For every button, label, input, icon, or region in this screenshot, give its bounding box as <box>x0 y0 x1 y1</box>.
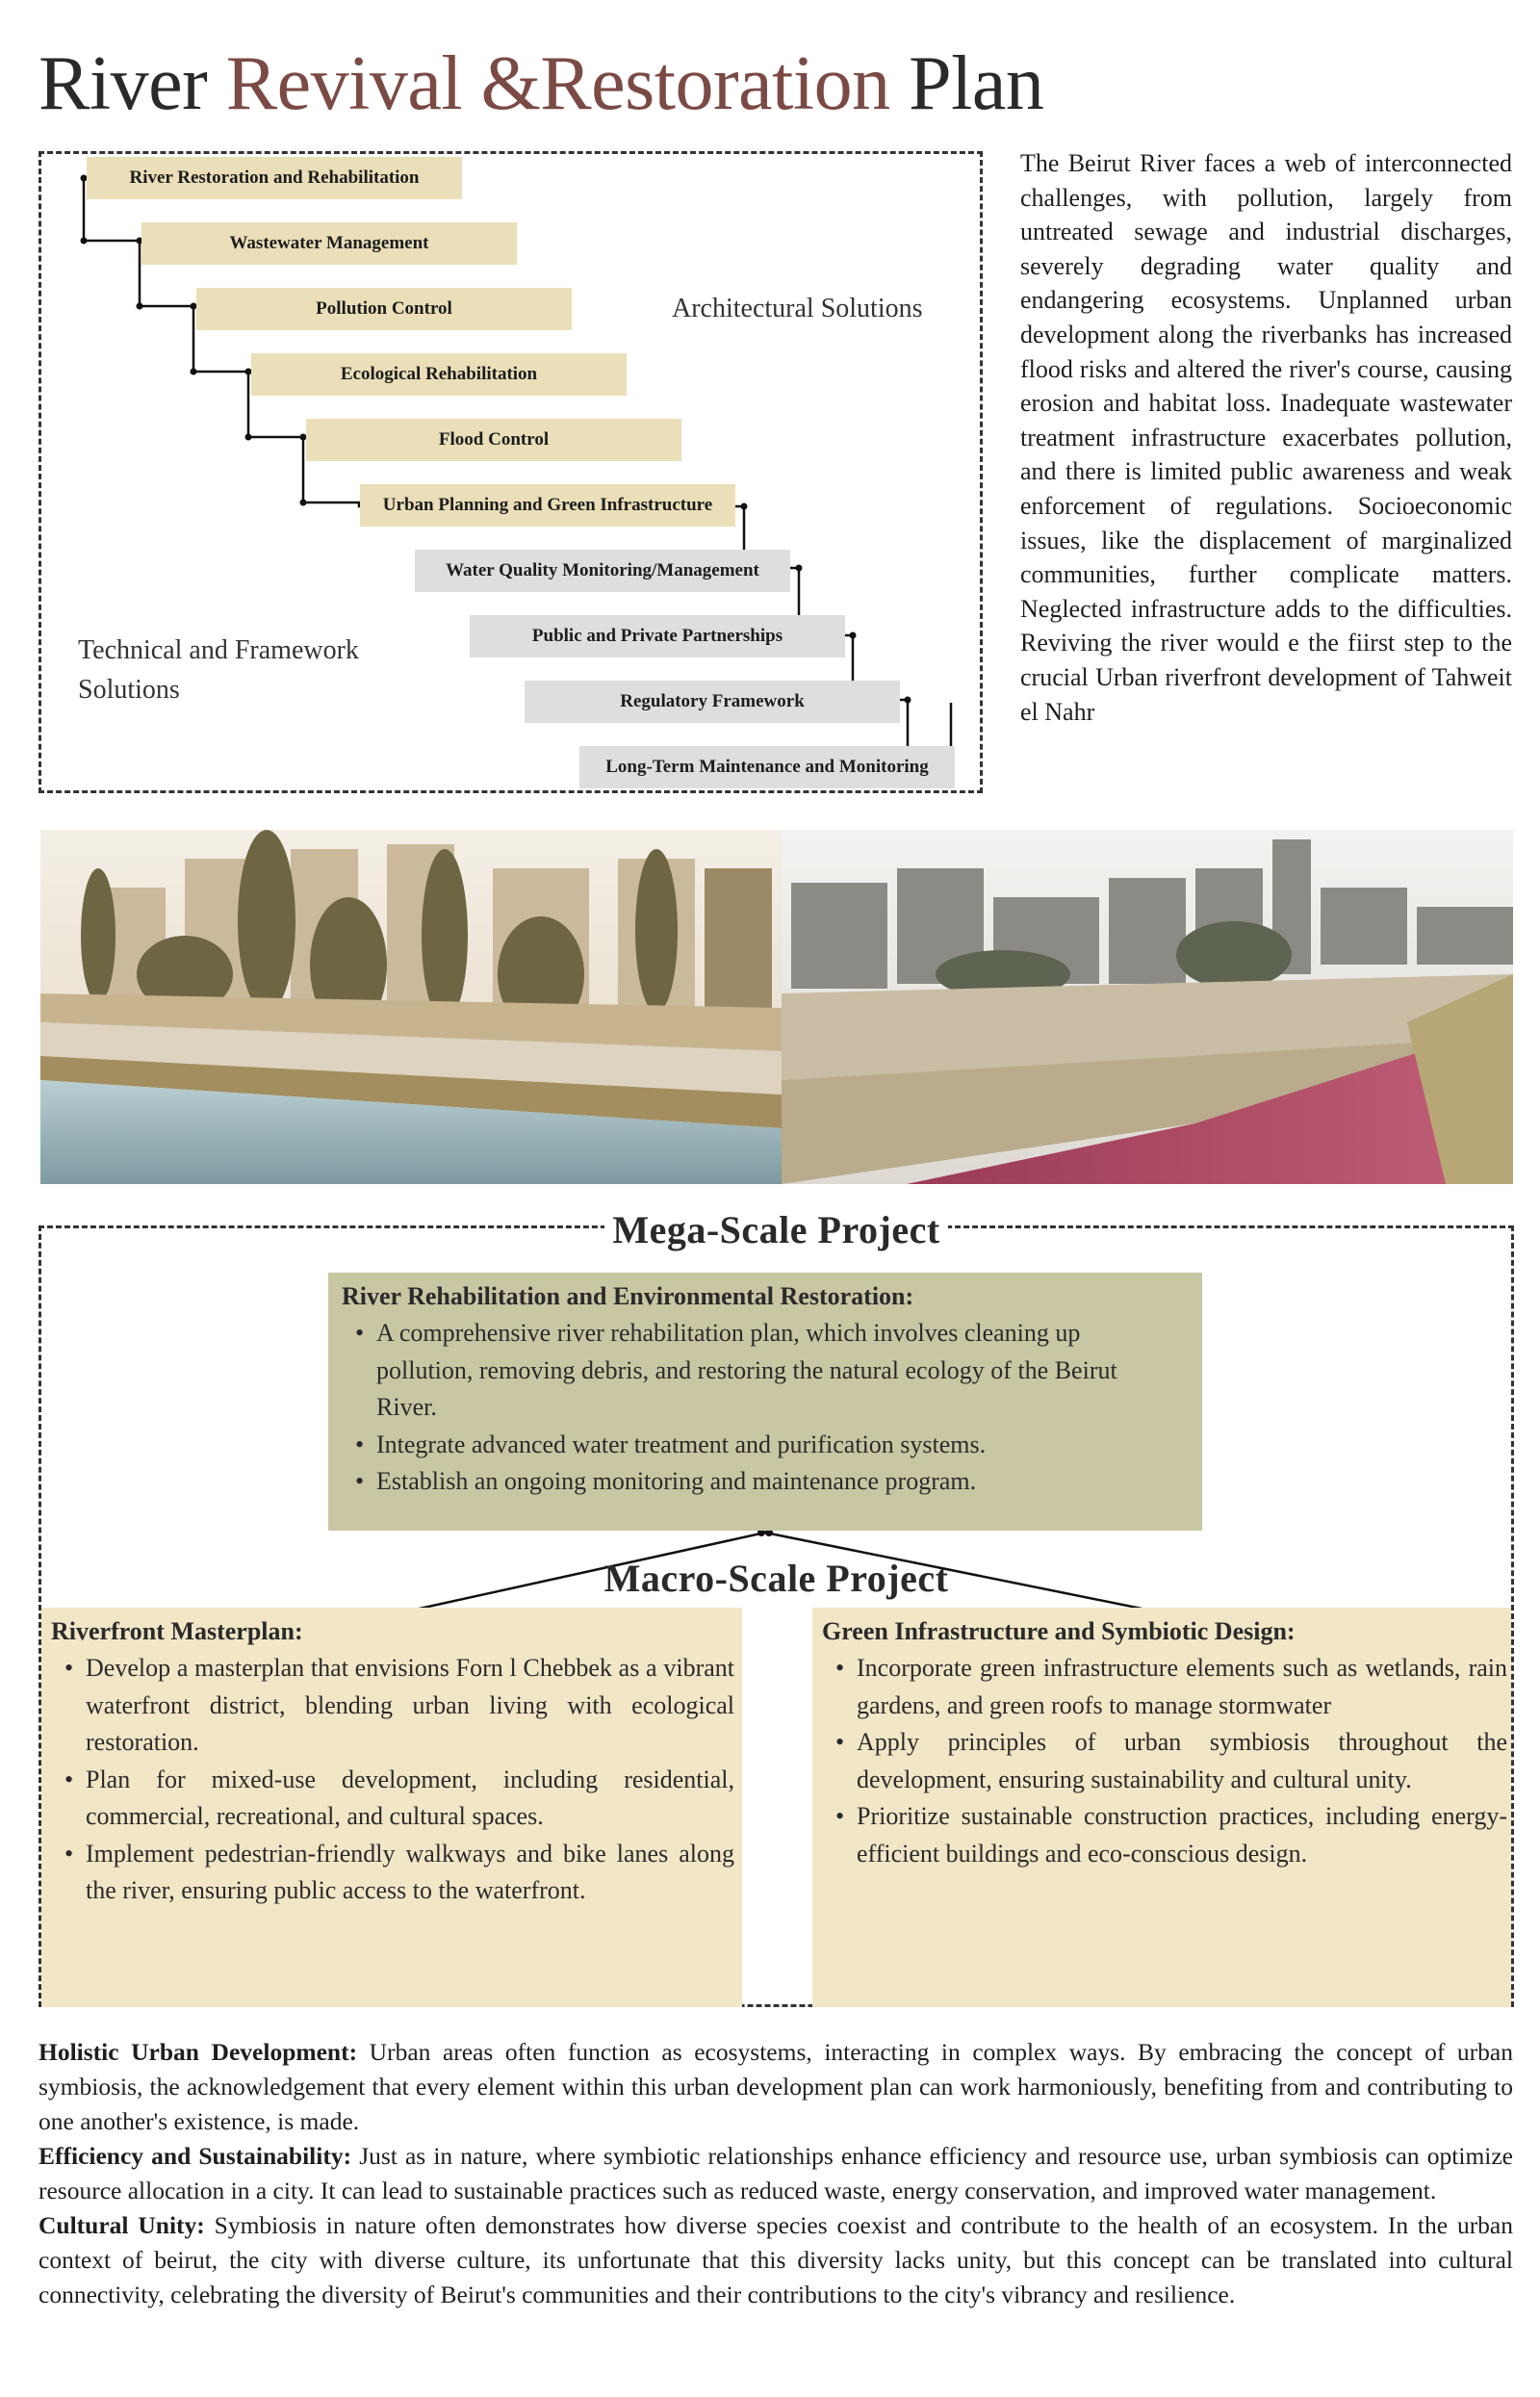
mega-scale-title-wrap <box>41 1207 1511 1252</box>
paragraph-heading: Holistic Urban Development: <box>38 2038 358 2066</box>
intro-paragraph: The Beirut River faces a web of interconnected challenges, with pollution, largely from untreated sewage and industrial discharges, severely degrading water quality and endangering ecosystems. Unplanned urban development along the riverbanks has increased flood risks and altered the river's course, causing erosion and habitat loss. Inadequate wastewater treatment infrastructure exacerbates pollution, and there is limited public awareness and weak enforcement of regulations. Socioeconomic issues, like the displacement of marginalized communities, further complicate matters. Neglected infrastructure adds to the difficulties. Reviving the river would e the fiirst step to the crucial Urban riverfront development of Tahweit el Nahr <box>1020 149 1512 726</box>
mega-project-card <box>328 1273 1202 1531</box>
list-item: • Prioritize sustainable construction practices, including energy-efficient buildings and eco-conscious design. <box>822 1798 1507 1872</box>
list-item: • Implement pedestrian-friendly walkways and bike lanes along the river, ensuring public access to the waterfront. <box>51 1836 734 1910</box>
paragraph-heading: Cultural Unity: <box>38 2211 205 2239</box>
paragraph-text: Symbiosis in nature often demonstrates how diverse species coexist and contribute to the health of an ecosystem. In the urban context of beirut, the city with diverse culture, its unfortunate that this diversity lacks unity, but this concept can be translated into cultural connectivity, celebrating the diversity of Beirut's communities and their contributions to the city's vibrancy and resilience. <box>38 2211 1513 2308</box>
architectural-solutions-label: Architectural Solutions <box>672 294 923 323</box>
paragraph-cultural <box>38 2208 1513 2312</box>
paragraph-text: Urban areas often function as ecosystems, interacting in complex ways. By embracing the concept of urban symbiosis, the acknowledgement that every element within this urban development plan can work harmoniously, benefiting from and contributing to one another's existence, is made. <box>38 2038 1513 2135</box>
step-water-quality: Water Quality Monitoring/Management <box>415 550 790 592</box>
riverfront-masterplan-card <box>41 1608 742 2007</box>
list-item: • Plan for mixed-use development, including residential, commercial, recreational, and cultural spaces. <box>51 1762 734 1836</box>
title-part-2: Revival &Restoration <box>225 41 890 126</box>
list-item: • Incorporate green infrastructure elements such as wetlands, rain gardens, and green roofs to manage stormwater <box>822 1650 1507 1724</box>
paragraph-efficiency <box>38 2139 1513 2208</box>
technical-solutions-label: Technical and Framework Solutions <box>78 635 359 705</box>
green-infrastructure-heading: Green Infrastructure and Symbiotic Design: <box>822 1617 1296 1645</box>
step-regulatory-framework: Regulatory Framework <box>525 681 900 723</box>
step-flood-control: Flood Control <box>306 419 681 461</box>
list-item: • Apply principles of urban symbiosis throughout the development, ensuring sustainability and cultural unity. <box>822 1724 1507 1798</box>
step-long-term-maintenance: Long-Term Maintenance and Monitoring <box>579 746 955 788</box>
list-item: • Establish an ongoing monitoring and maintenance program. <box>342 1463 1183 1501</box>
paragraph-heading: Efficiency and Sustainability: <box>38 2142 352 2170</box>
riverfront-masterplan-heading: Riverfront Masterplan: <box>51 1617 303 1645</box>
list-item: • Integrate advanced water treatment and purification systems. <box>342 1427 1183 1464</box>
river-photo <box>40 830 1513 1184</box>
step-river-restoration: River Restoration and Rehabilitation <box>87 157 462 199</box>
step-partnerships: Public and Private Partnerships <box>470 615 845 657</box>
projects-box <box>38 1208 1514 2007</box>
solutions-diagram <box>38 151 983 793</box>
list-item: • Develop a masterplan that envisions Forn l Chebbek as a vibrant waterfront district, blending urban living with ecological restoration. <box>51 1650 734 1762</box>
list-item: • A comprehensive river rehabilitation plan, which involves cleaning up pollution, removing debris, and restoring the natural ecology of the Beirut River. <box>342 1315 1183 1427</box>
green-infrastructure-card <box>812 1608 1511 2007</box>
paragraph-holistic <box>38 2035 1513 2139</box>
title-part-1: River <box>38 41 226 126</box>
step-pollution-control: Pollution Control <box>196 288 572 330</box>
mega-project-heading: River Rehabilitation and Environmental Restoration: <box>342 1282 914 1310</box>
step-ecological-rehabilitation: Ecological Rehabilitation <box>251 353 627 396</box>
title-part-3: Plan <box>889 41 1044 126</box>
step-wastewater-management: Wastewater Management <box>141 222 517 265</box>
symbiosis-paragraphs <box>38 2035 1513 2312</box>
paragraph-text: Just as in nature, where symbiotic relationships enhance efficiency and resource use, urban symbiosis can optimize resource allocation in a city. It can lead to sustainable practices such as reduced waste, energy conservation, and improved water management. <box>38 2142 1513 2204</box>
page-title <box>38 40 1043 128</box>
step-urban-planning: Urban Planning and Green Infrastructure <box>360 484 735 527</box>
macro-scale-title: Macro-Scale Project <box>603 1557 949 1600</box>
mega-scale-title: Mega-Scale Project <box>604 1208 947 1251</box>
